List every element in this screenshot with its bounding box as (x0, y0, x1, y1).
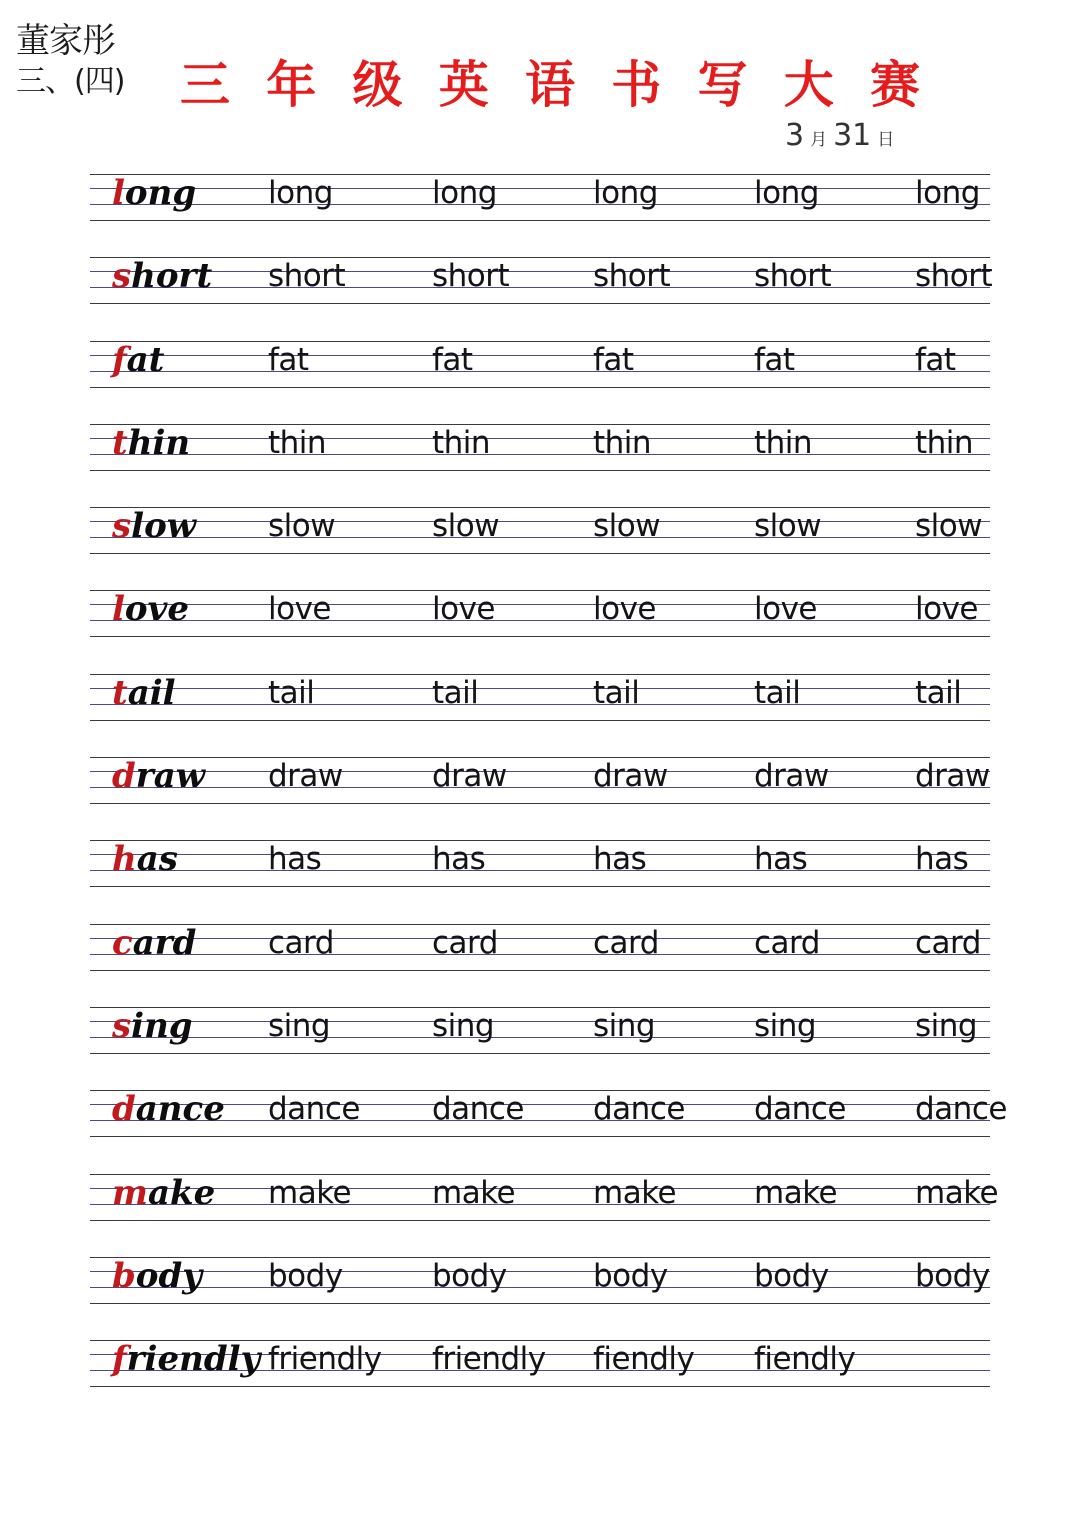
copied-word: slow (432, 508, 500, 545)
guide-line (90, 537, 990, 538)
copied-word: long (915, 175, 980, 211)
guide-line (90, 840, 990, 841)
worksheet-row (90, 1168, 999, 1251)
guide-line (90, 1021, 990, 1022)
copied-word: dance (593, 1091, 685, 1128)
copied-word: make (432, 1174, 516, 1211)
model-word: sing (112, 1005, 193, 1046)
copied-word: sing (268, 1007, 331, 1044)
worksheet-row (90, 751, 990, 834)
model-word: tail (112, 672, 176, 713)
copied-word: has (754, 841, 808, 878)
copied-word: love (432, 591, 495, 628)
copied-word: short (432, 258, 510, 295)
guide-line (90, 188, 990, 189)
model-word: short (112, 256, 213, 297)
guide-line (90, 1188, 990, 1189)
copied-word: card (915, 924, 981, 961)
guide-line (90, 287, 990, 288)
guide-line (90, 757, 990, 758)
guide-line (90, 220, 990, 221)
guide-line (90, 1257, 990, 1258)
model-word: friendly (112, 1339, 261, 1380)
copied-word: fiendly (754, 1341, 856, 1378)
worksheet-row (90, 168, 990, 251)
guide-line (90, 521, 990, 522)
guide-line (90, 1053, 990, 1054)
guide-line (90, 424, 990, 425)
title-char: 大 (783, 55, 834, 114)
worksheet-row (90, 335, 990, 418)
student-class: 三、(四) (16, 64, 125, 99)
guide-line (90, 1174, 990, 1175)
title-char: 写 (697, 55, 748, 114)
copied-word: friendly (268, 1341, 382, 1378)
copied-word: sing (432, 1007, 495, 1044)
copied-word: love (268, 591, 331, 628)
copied-word: fat (432, 341, 473, 378)
title-char: 英 (438, 55, 489, 114)
guide-line (90, 387, 990, 388)
handwriting-worksheet (90, 168, 1007, 1417)
copied-word: love (593, 591, 656, 628)
copied-word: fat (268, 341, 309, 378)
copied-word: dance (432, 1091, 524, 1128)
copied-word: thin (593, 424, 652, 461)
guide-line (90, 1104, 990, 1105)
copied-word: card (268, 924, 334, 961)
copied-word: tail (268, 674, 315, 711)
copied-word: has (432, 841, 486, 878)
guide-line (90, 688, 990, 689)
copied-word: make (593, 1174, 677, 1211)
copied-word: has (915, 841, 969, 878)
guide-line (90, 674, 990, 675)
guide-line (90, 470, 990, 471)
model-word: has (112, 839, 178, 880)
guide-line (90, 257, 990, 258)
worksheet-row (90, 584, 990, 667)
guide-line (90, 341, 990, 342)
copied-word: slow (268, 508, 336, 545)
model-word: fat (112, 339, 165, 380)
copied-word: friendly (432, 1341, 546, 1378)
copied-word: draw (915, 758, 990, 795)
guide-line (90, 271, 990, 272)
guide-line (90, 507, 990, 508)
copied-word: fat (754, 341, 795, 378)
copied-word: slow (593, 508, 661, 545)
copied-word: short (754, 258, 832, 295)
student-name: 董家彤 (16, 21, 115, 61)
date-month-unit: 月 (810, 130, 828, 150)
copied-word: tail (915, 674, 962, 711)
model-word: long (112, 173, 197, 213)
model-word: dance (112, 1089, 225, 1130)
guide-line (90, 1037, 990, 1038)
copied-word: draw (754, 758, 829, 795)
guide-line (90, 355, 990, 356)
copied-word: body (754, 1257, 829, 1294)
copied-word: tail (432, 674, 479, 711)
copied-word: tail (754, 674, 801, 711)
guide-line (90, 303, 990, 304)
copied-word: sing (915, 1007, 978, 1044)
copied-word: short (593, 258, 671, 295)
copied-word: long (593, 175, 658, 211)
model-word: slow (112, 506, 197, 547)
worksheet-row (90, 1001, 990, 1084)
copied-word: thin (268, 424, 327, 461)
guide-line (90, 954, 990, 955)
guide-line (90, 620, 990, 621)
guide-line (90, 720, 990, 721)
date-day: 31 (833, 118, 872, 153)
copied-word: short (915, 258, 993, 295)
worksheet-row (90, 668, 990, 751)
copied-word: thin (754, 424, 813, 461)
worksheet-row (90, 501, 990, 584)
copied-word: card (593, 924, 659, 961)
title-char: 赛 (870, 55, 920, 114)
copied-word: dance (268, 1091, 360, 1128)
copied-word: body (915, 1257, 990, 1294)
copied-word: make (268, 1174, 352, 1211)
model-word: card (112, 922, 197, 963)
guide-line (90, 1007, 990, 1008)
worksheet-row (90, 1084, 1007, 1167)
guide-line (90, 371, 990, 372)
date-day-unit: 日 (877, 130, 895, 150)
copied-word: dance (754, 1091, 846, 1128)
guide-line (90, 1120, 990, 1121)
model-word: thin (112, 422, 191, 463)
copied-word: love (754, 591, 817, 628)
copied-word: draw (268, 758, 343, 795)
copied-word: love (915, 591, 978, 628)
worksheet-row (90, 834, 990, 917)
worksheet-row (90, 418, 990, 501)
guide-line (90, 1090, 990, 1091)
copied-word: thin (915, 424, 974, 461)
copied-word: fat (915, 341, 956, 378)
model-word: make (112, 1172, 216, 1213)
copied-word: fiendly (593, 1341, 695, 1378)
worksheet-row (90, 1251, 990, 1334)
model-word: body (112, 1255, 202, 1296)
copied-word: body (593, 1257, 668, 1294)
copied-word: make (754, 1174, 838, 1211)
title-char: 三 (180, 55, 230, 114)
guide-line (90, 590, 990, 591)
guide-line (90, 553, 990, 554)
guide-line (90, 924, 990, 925)
copied-word: thin (432, 424, 491, 461)
copied-word: make (915, 1174, 999, 1211)
page-title (180, 55, 920, 115)
copied-word: sing (593, 1007, 656, 1044)
guide-line (90, 1271, 990, 1272)
guide-line (90, 204, 990, 205)
title-char: 语 (525, 55, 575, 114)
guide-line (90, 604, 990, 605)
worksheet-row (90, 918, 990, 1001)
guide-line (90, 438, 990, 439)
copied-word: tail (593, 674, 640, 711)
copied-word: long (432, 175, 497, 211)
copied-word: has (268, 841, 322, 878)
guide-line (90, 787, 990, 788)
guide-line (90, 803, 990, 804)
guide-line (90, 870, 990, 871)
guide-line (90, 636, 990, 637)
copied-word: body (268, 1257, 343, 1294)
guide-line (90, 854, 990, 855)
guide-line (90, 1303, 990, 1304)
guide-line (90, 174, 990, 175)
guide-line (90, 771, 990, 772)
guide-line (90, 454, 990, 455)
copied-word: card (432, 924, 498, 961)
copied-word: has (593, 841, 647, 878)
guide-line (90, 970, 990, 971)
guide-line (90, 704, 990, 705)
copied-word: short (268, 258, 346, 295)
guide-line (90, 1287, 990, 1288)
date (785, 118, 900, 153)
model-word: love (112, 589, 189, 630)
copied-word: long (268, 175, 333, 211)
guide-line (90, 1220, 990, 1221)
guide-line (90, 938, 990, 939)
title-char: 书 (611, 55, 662, 114)
title-char: 年 (266, 55, 317, 114)
copied-word: dance (915, 1091, 1007, 1128)
guide-line (90, 886, 990, 887)
copied-word: slow (754, 508, 822, 545)
date-month: 3 (785, 118, 805, 153)
guide-line (90, 1204, 990, 1205)
worksheet-row (90, 1334, 990, 1417)
copied-word: card (754, 924, 820, 961)
copied-word: body (432, 1257, 507, 1294)
copied-word: draw (593, 758, 668, 795)
model-word: draw (112, 756, 205, 797)
copied-word: draw (432, 758, 507, 795)
copied-word: sing (754, 1007, 817, 1044)
copied-word: long (754, 175, 819, 211)
copied-word: slow (915, 508, 983, 545)
guide-line (90, 1386, 990, 1387)
copied-word: fat (593, 341, 634, 378)
title-char: 级 (352, 55, 403, 114)
guide-line (90, 1136, 990, 1137)
worksheet-row (90, 251, 993, 334)
